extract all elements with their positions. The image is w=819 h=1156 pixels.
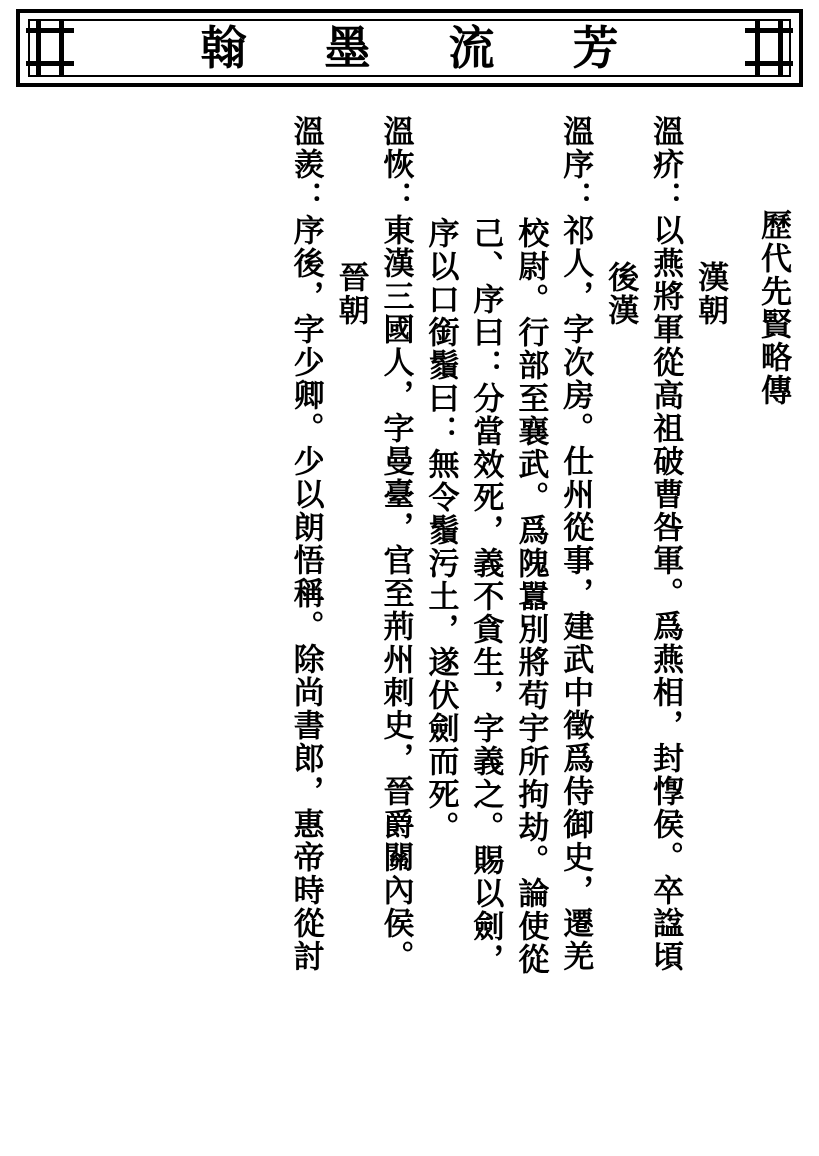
dynasty-houhan: 後漢 bbox=[602, 261, 639, 327]
entry-wenxu-line-4: 序以口銜鬚曰：無令鬚污土，遂伏劍而死。 bbox=[422, 217, 459, 844]
banner-title: 翰墨流芳 bbox=[200, 21, 697, 75]
ornament-left-icon bbox=[22, 15, 78, 79]
entry-wenhui: 溫恢：東漢三國人，字曼臺，官至荊州刺史，晉爵關內侯。 bbox=[377, 115, 414, 973]
entry-wenxu-line-1: 溫序：祁人，字次房。仕州從事，建武中徵爲侍御史，遷羌 bbox=[557, 115, 594, 973]
header-banner bbox=[16, 9, 803, 87]
ornament-right-icon bbox=[741, 15, 797, 79]
dynasty-jin: 晉朝 bbox=[332, 261, 369, 327]
vertical-text-body bbox=[10, 109, 809, 1156]
dynasty-han: 漢朝 bbox=[692, 261, 729, 327]
entry-wenxu-line-3: 己、序曰：分當效死，義不貪生，字義之。賜以劍， bbox=[467, 217, 504, 976]
entry-wenxian: 溫羨：序後，字少卿。少以朗悟稱。除尚書郎，惠帝時從討 bbox=[287, 115, 324, 973]
document-title: 歷代先賢略傳 bbox=[755, 209, 791, 407]
entry-wenjie: 溫疥：以燕將軍從高祖破曹咎軍。爲燕相，封惸侯。卒諡頃 bbox=[647, 115, 684, 973]
entry-wenxu-line-2: 校尉。行部至襄武。爲隗囂別將苟宇所拘劫。論使從 bbox=[512, 217, 549, 976]
